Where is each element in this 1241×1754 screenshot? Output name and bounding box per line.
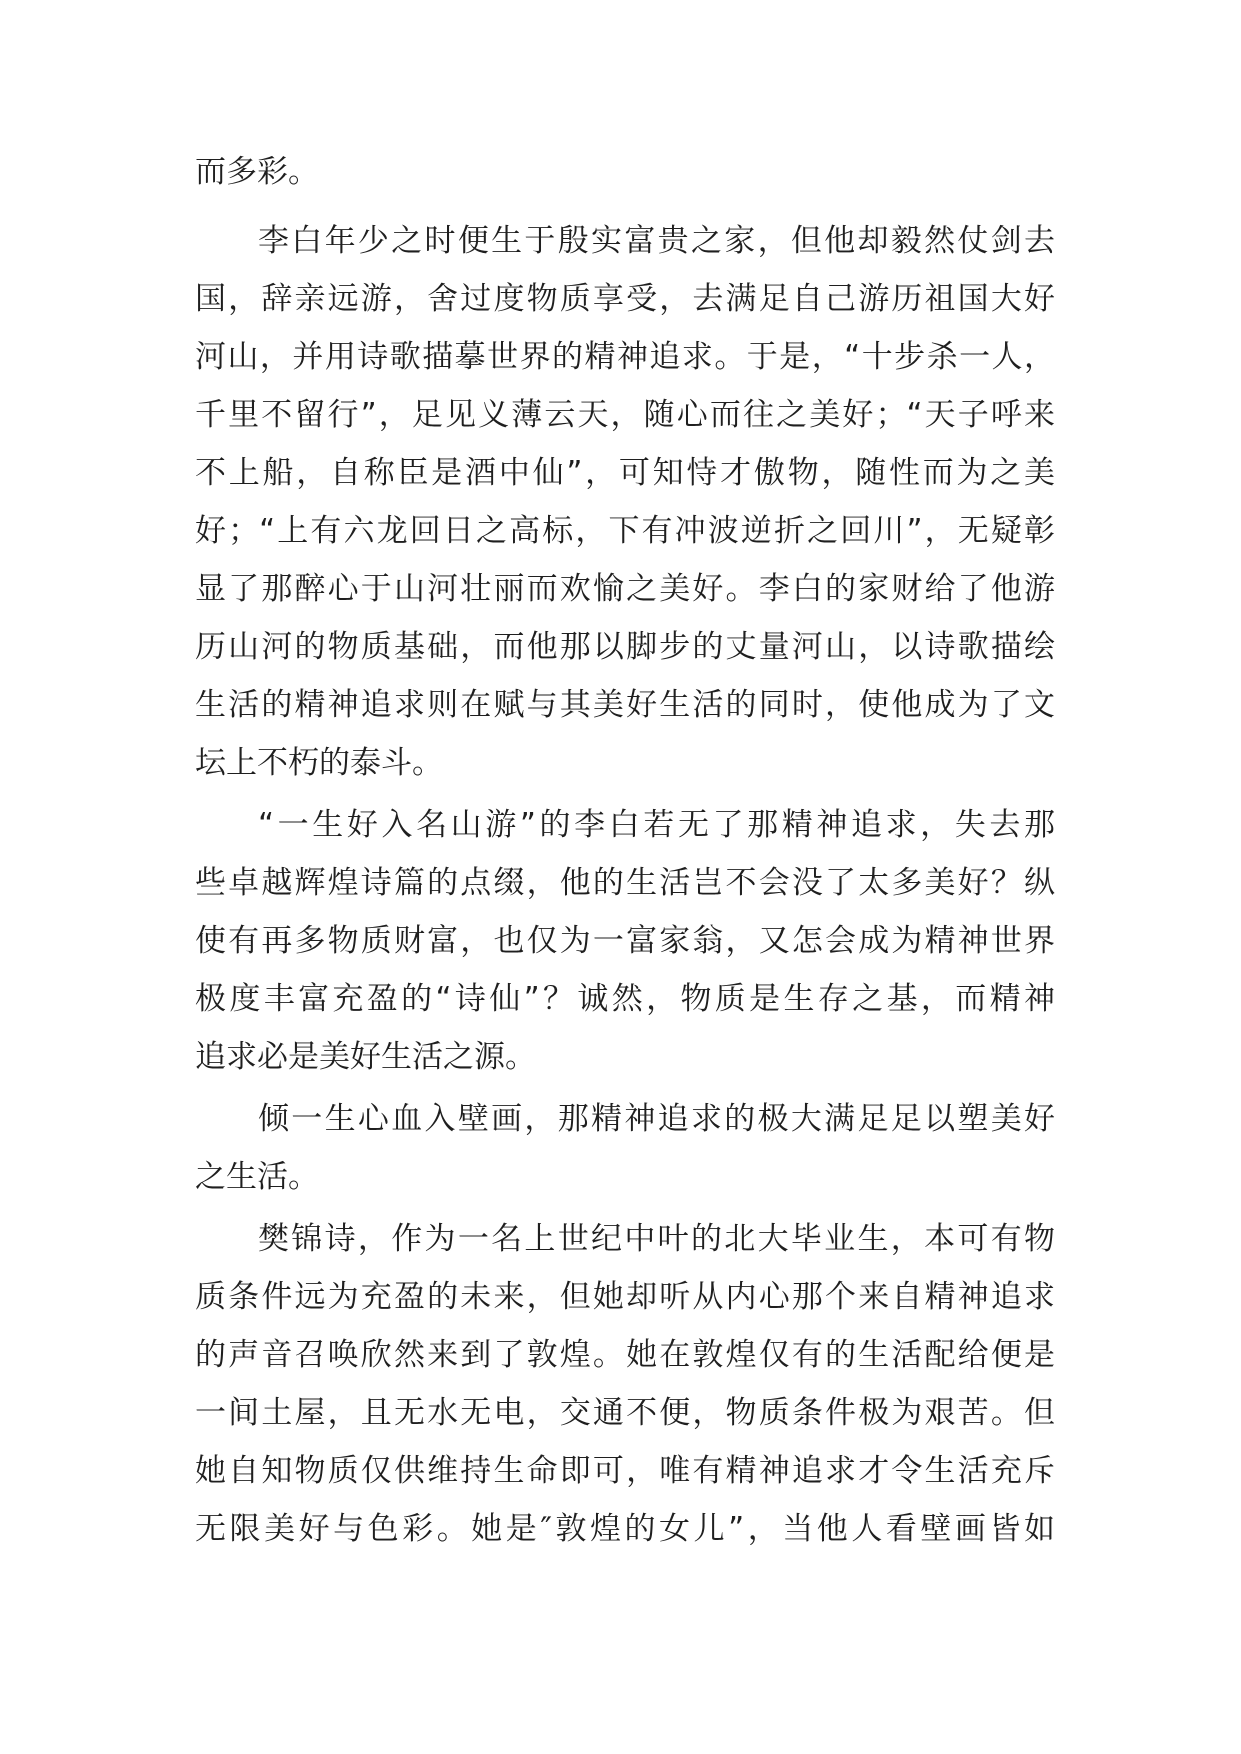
text-line: 无限美好与色彩。她是″敦煌的女儿”，当他人看壁画皆如 <box>195 1511 1055 1547</box>
text-line: 生活的精神追求则在赋与其美好生活的同时，使他成为了文 <box>195 687 1055 723</box>
text-line: 一间土屋，且无水无电，交通不便，物质条件极为艰苦。但 <box>195 1395 1055 1431</box>
text-line: 使有再多物质财富，也仅为一富家翁，又怎会成为精神世界 <box>195 923 1055 959</box>
text-line: 千里不留行”，足见义薄云天，随心而往之美好；“天子呼来 <box>195 397 1055 433</box>
text-line: 些卓越辉煌诗篇的点缀，他的生活岂不会没了太多美好？纵 <box>195 865 1055 901</box>
paragraph-first-line: 倾一生心血入壁画，那精神追求的极大满足足以塑美好 <box>258 1101 1055 1137</box>
paragraph-first-line: 李白年少之时便生于殷实富贵之家，但他却毅然仗剑去 <box>258 223 1055 259</box>
text-line: 追求必是美好生活之源。 <box>195 1039 536 1075</box>
text-line: 河山，并用诗歌描摹世界的精神追求。于是，“十步杀一人， <box>195 339 1055 375</box>
paragraph-first-line: 樊锦诗，作为一名上世纪中叶的北大毕业生，本可有物 <box>258 1221 1055 1257</box>
text-line: 国，辞亲远游，舍过度物质享受，去满足自己游历祖国大好 <box>195 281 1055 317</box>
text-line: 之生活。 <box>195 1159 319 1195</box>
paragraph-first-line: “一生好入名山游”的李白若无了那精神追求，失去那 <box>258 807 1055 843</box>
text-line: 她自知物质仅供维持生命即可，唯有精神追求才令生活充斥 <box>195 1453 1055 1489</box>
text-line: 而多彩。 <box>195 154 319 190</box>
text-line: 好；“上有六龙回日之高标，下有冲波逆折之回川”，无疑彰 <box>195 513 1055 549</box>
text-line: 显了那醉心于山河壮丽而欢愉之美好。李白的家财给了他游 <box>195 571 1055 607</box>
text-line: 极度丰富充盈的“诗仙”？诚然，物质是生存之基，而精神 <box>195 981 1055 1017</box>
text-line: 不上船，自称臣是酒中仙”，可知恃才傲物，随性而为之美 <box>195 455 1055 491</box>
text-line: 的声音召唤欣然来到了敦煌。她在敦煌仅有的生活配给便是 <box>195 1337 1055 1373</box>
text-line: 坛上不朽的泰斗。 <box>195 745 443 781</box>
text-line: 历山河的物质基础，而他那以脚步的丈量河山，以诗歌描绘 <box>195 629 1055 665</box>
text-line: 质条件远为充盈的未来，但她却听从内心那个来自精神追求 <box>195 1279 1055 1315</box>
